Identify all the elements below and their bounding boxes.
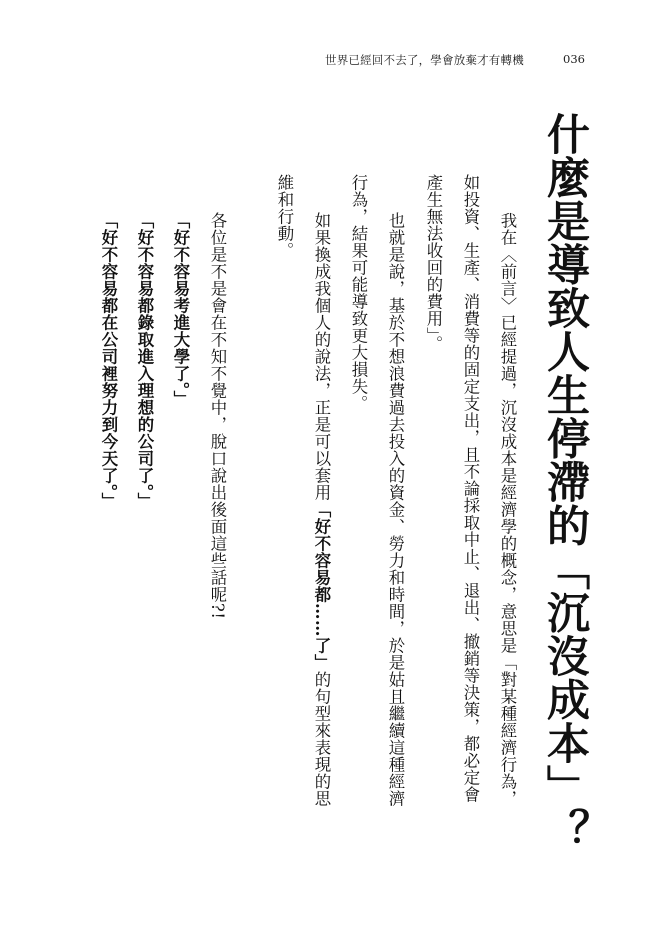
paragraph-1-line-2: 如投資、生產、消費等的固定支出，且不論採取中止、退出、撤銷等決策，都必定會 — [461, 174, 480, 803]
running-header — [325, 52, 585, 72]
paragraph-3-line-2: 維和行動。 — [275, 174, 294, 259]
paragraph-2-line-1: 也就是說，基於不想浪費過去投入的資金、勞力和時間，於是姑且繼續這種經濟 — [386, 212, 405, 807]
paragraph-3-line-1 — [311, 212, 331, 807]
quote-3: 「好不容易都在公司裡努力到今天了。」 — [99, 212, 118, 510]
paragraph-1-line-3: 產生無法收回的費用」。 — [424, 174, 443, 353]
running-title: 世界已經回不去了，學會放棄才有轉機 — [325, 53, 524, 67]
paragraph-3-text-a: 如果換成我個人的說法，正是可以套用 — [312, 212, 331, 501]
sunk-cost-phrase: 「好不容易都……了」 — [312, 501, 331, 671]
paragraph-2-line-2: 行為，結果可能導致更大損失。 — [349, 174, 368, 412]
quote-2: 「好不容易都錄取進入理想的公司了。」 — [135, 212, 154, 510]
chapter-title: 什麼是導致人生停滯的「沉沒成本」？ — [540, 112, 590, 852]
paragraph-4-line-1: 各位是不是會在不知不覺中，脫口說出後面這些話呢?! — [208, 212, 227, 620]
paragraph-1-line-1: 我在〈前言〉已經提過，沉沒成本是經濟學的概念，意思是「對某種經濟行為， — [498, 212, 517, 807]
paragraph-3-text-b: 的句型來表現的思 — [312, 670, 331, 807]
quote-1: 「好不容易考進大學了。」 — [171, 212, 190, 408]
page-number: 036 — [563, 52, 585, 66]
